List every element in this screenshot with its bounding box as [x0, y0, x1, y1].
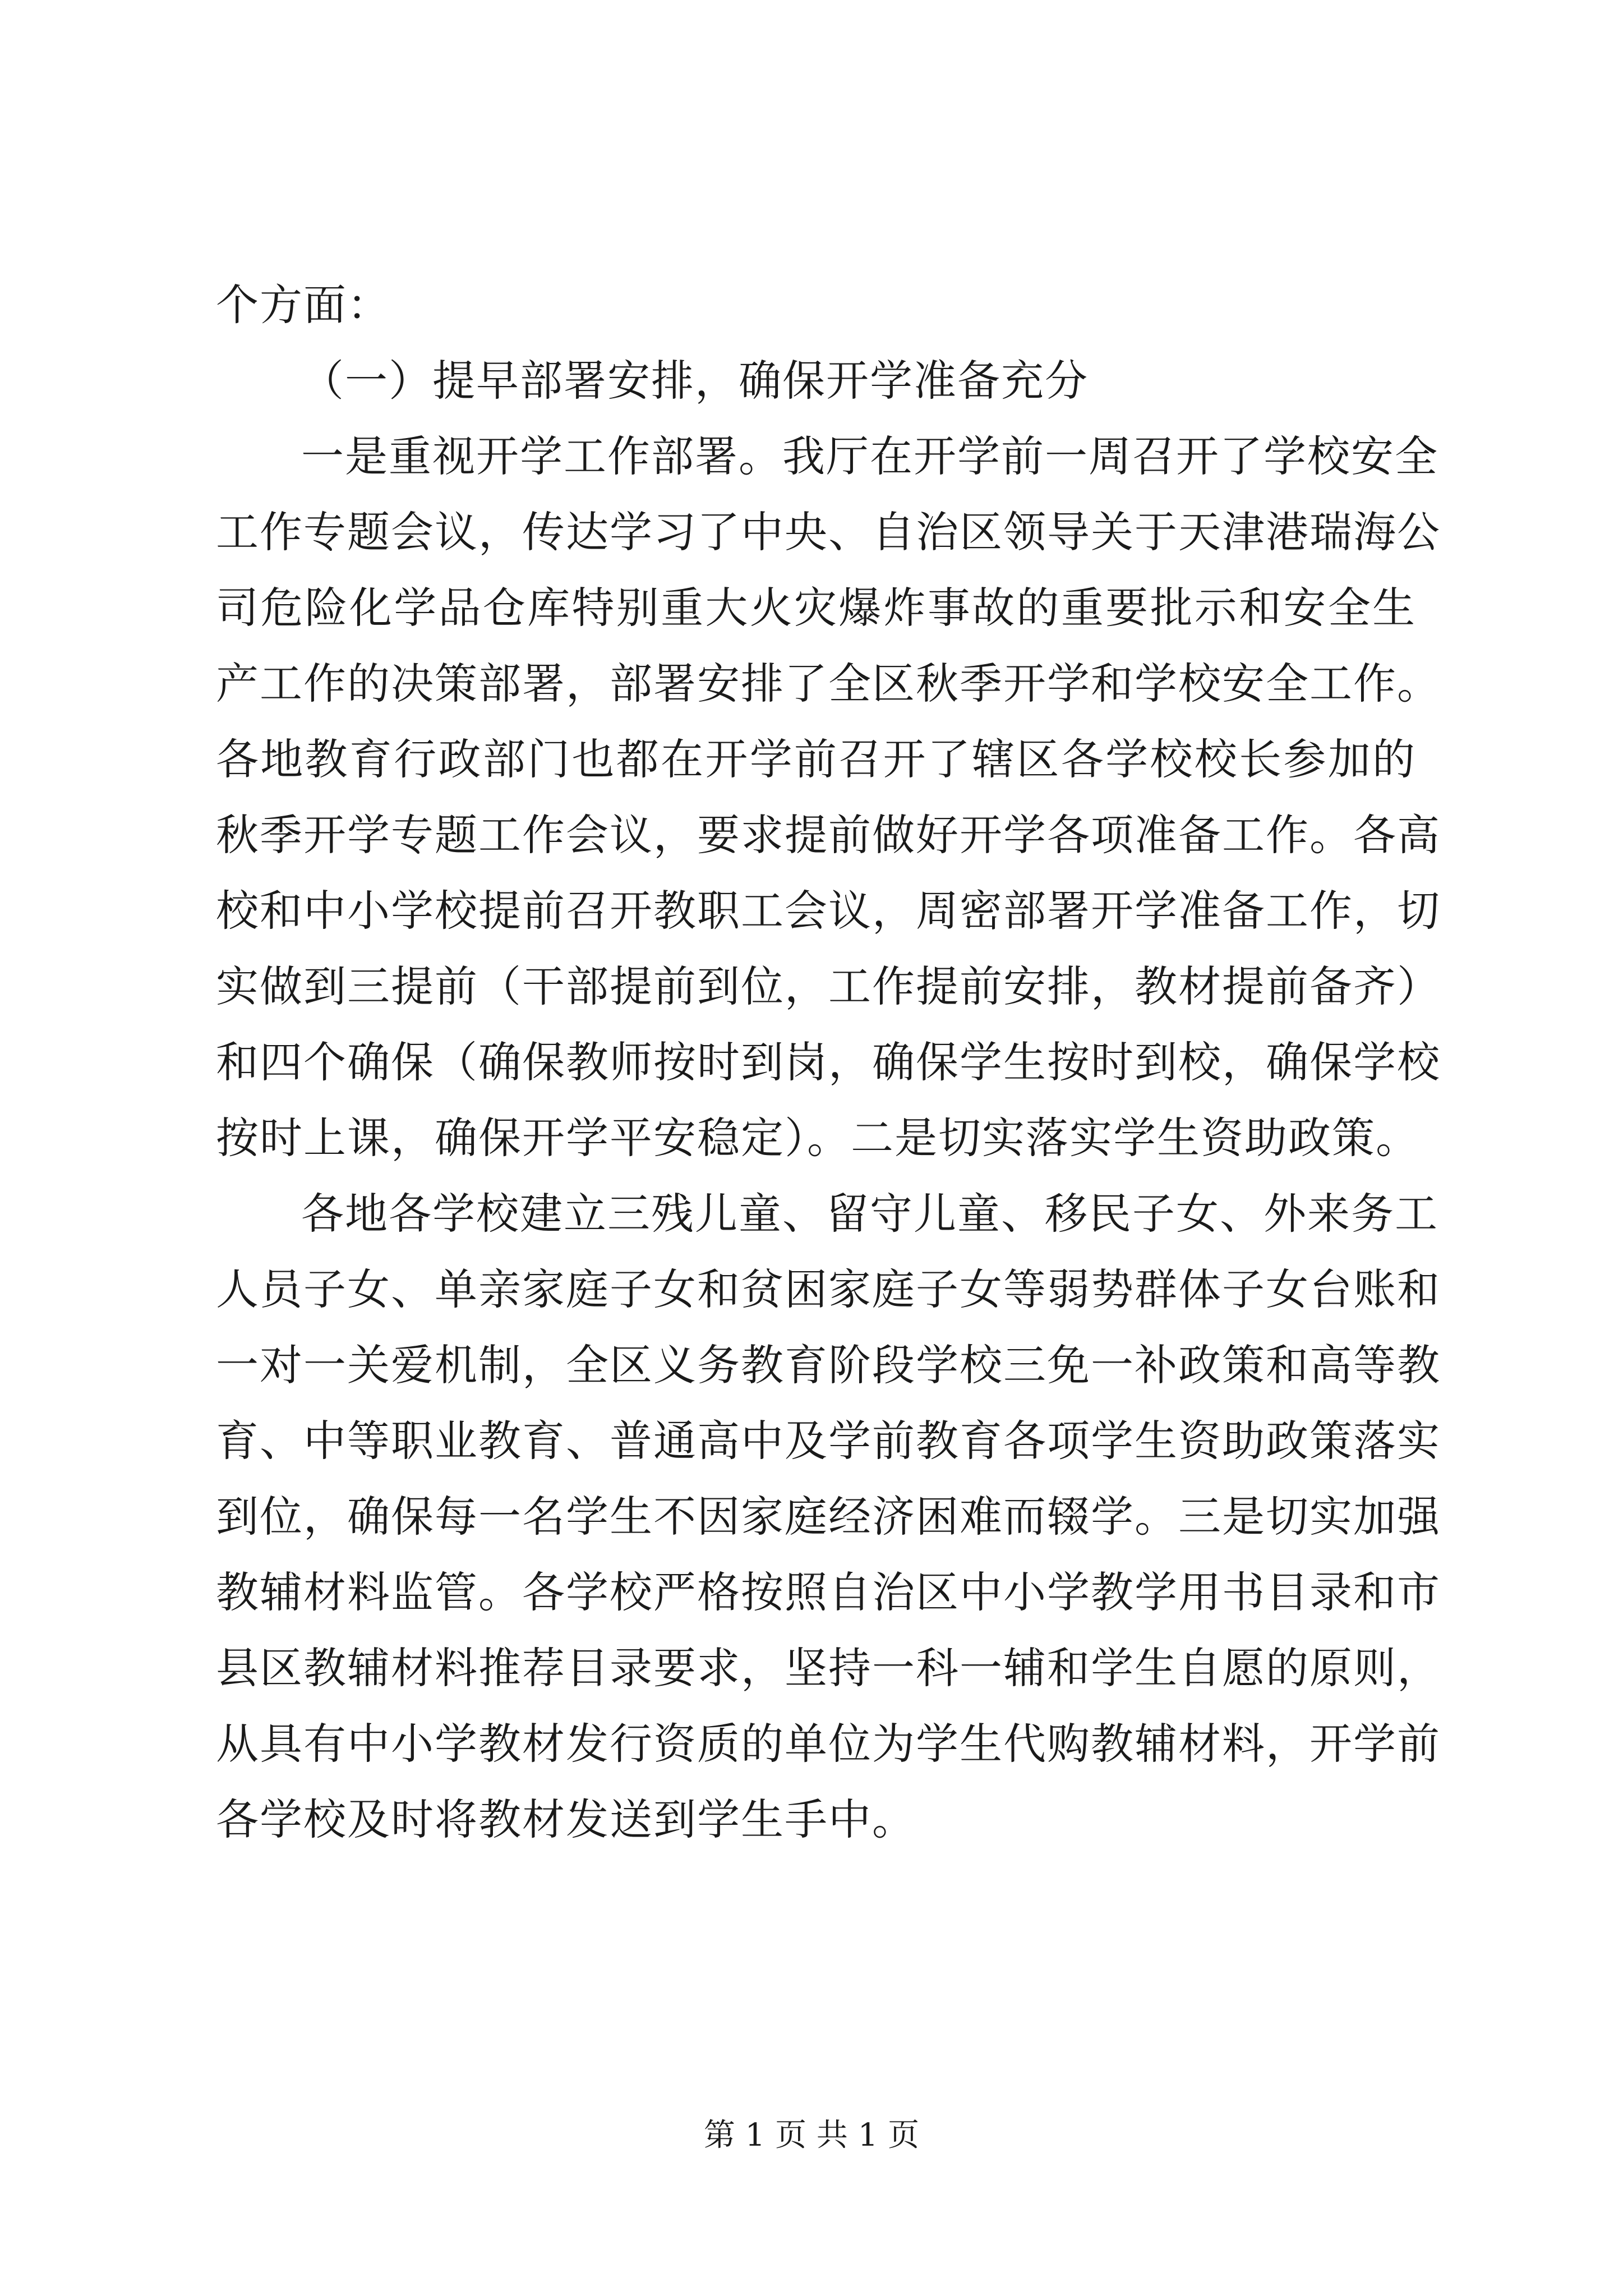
text-line: 育、中等职业教育、普通高中及学前教育各项学生资助政策落实	[216, 1416, 1441, 1466]
text-line: 各地各学校建立三残儿童、留守儿童、移民子女、外来务工	[301, 1189, 1438, 1239]
text-line: 各学校及时将教材发送到学生手中。	[216, 1795, 916, 1844]
text-line: 产工作的决策部署，部署安排了全区秋季开学和学校安全工作。	[216, 659, 1441, 708]
text-line: 各地教育行政部门也都在开学前召开了辖区各学校校长参加的	[216, 734, 1416, 784]
text-line: 教辅材料监管。各学校严格按照自治区中小学教学用书目录和市	[216, 1567, 1441, 1617]
text-line: 秋季开学专题工作会议，要求提前做好开学各项准备工作。各高	[216, 810, 1441, 860]
text-line: 到位，确保每一名学生不因家庭经济困难而辍学。三是切实加强	[216, 1492, 1441, 1542]
text-line: 县区教辅材料推荐目录要求，坚持一科一辅和学生自愿的原则，	[216, 1643, 1441, 1693]
text-line: 一是重视开学工作部署。我厅在开学前一周召开了学校安全	[301, 431, 1438, 481]
text-line: 一对一关爱机制，全区义务教育阶段学校三免一补政策和高等教	[216, 1340, 1441, 1390]
text-line: 个方面：	[216, 280, 391, 330]
text-line: 和四个确保（确保教师按时到岗，确保学生按时到校，确保学校	[216, 1037, 1441, 1087]
text-line: 司危险化学品仓库特别重大火灾爆炸事故的重要批示和安全生	[216, 583, 1416, 633]
section-heading: （一）提早部署安排，确保开学准备充分	[301, 356, 1089, 406]
text-line: 实做到三提前（干部提前到位，工作提前安排，教材提前备齐）	[216, 961, 1441, 1011]
text-line: 按时上课，确保开学平安稳定）。二是切实落实学生资助政策。	[216, 1113, 1419, 1163]
document-body	[216, 267, 1441, 1857]
page-number-footer: 第 1 页 共 1 页	[703, 2117, 920, 2154]
text-line: 校和中小学校提前召开教职工会议，周密部署开学准备工作，切	[216, 886, 1441, 936]
text-line: 从具有中小学教材发行资质的单位为学生代购教辅材料，开学前	[216, 1719, 1441, 1769]
text-line: 人员子女、单亲家庭子女和贫困家庭子女等弱势群体子女台账和	[216, 1264, 1441, 1314]
text-line: 工作专题会议，传达学习了中央、自治区领导关于天津港瑞海公	[216, 507, 1441, 557]
